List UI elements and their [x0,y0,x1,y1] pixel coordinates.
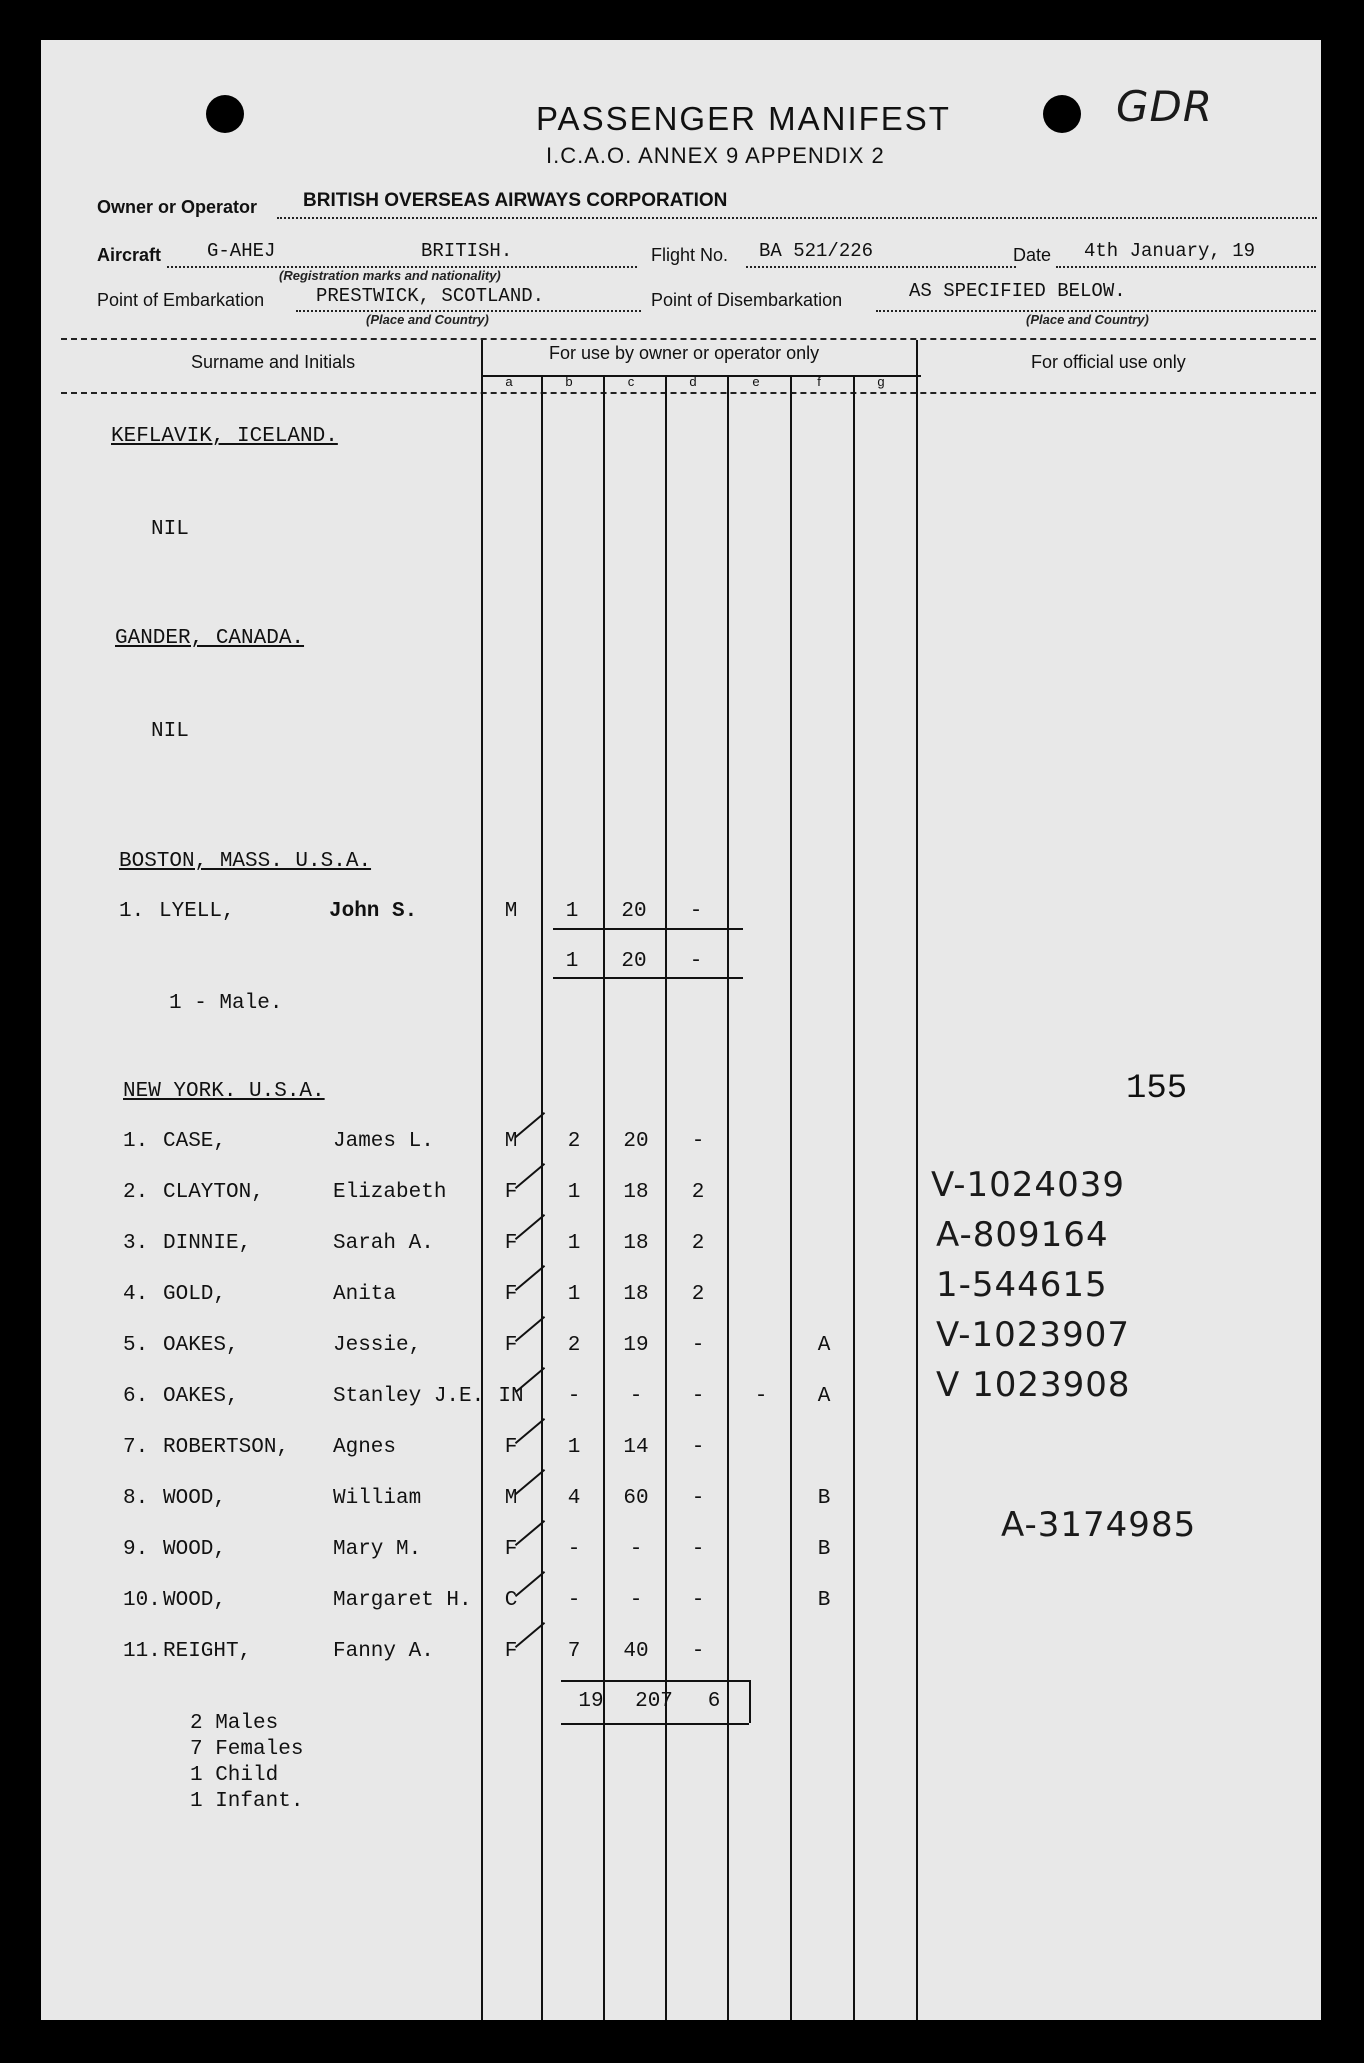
row-col-c: 18 [623,1232,649,1255]
newyork-total-line-bottom [561,1723,749,1725]
row-given-name: Mary M. [333,1538,422,1561]
row-given-name: William [333,1487,422,1510]
row-col-d: 2 [691,1283,705,1306]
newyork-total-line-top [561,1680,749,1682]
row-number: 3. [123,1232,149,1255]
row-col-b: 2 [567,1334,581,1357]
row-number: 1. [119,900,145,923]
registration-note: (Registration marks and nationality) [279,268,501,283]
disembark-label: Point of Disembarkation [651,290,843,310]
row-surname: REIGHT, [163,1640,252,1663]
row-col-d: 2 [691,1181,705,1204]
row-given-name: Margaret H. [333,1589,472,1612]
owner-value: BRITISH OVERSEAS AIRWAYS CORPORATION [303,190,728,211]
newyork-total-d: 6 [707,1690,721,1713]
nationality-value: BRITISH. [421,240,513,262]
punch-hole-right [1043,95,1081,133]
newyork-summary-child: 1 Child [190,1764,279,1787]
flight-line [746,266,1016,268]
row-col-c: - [629,1385,643,1408]
row-col-f: B [817,1589,831,1612]
row-surname: OAKES, [163,1385,239,1408]
row-col-a: F [504,1436,518,1459]
row-col-b: 1 [567,1283,581,1306]
col-letter-e: e [752,374,760,389]
official-note-2: A-809164 [936,1215,1109,1255]
section-boston-heading: BOSTON, MASS. U.S.A. [119,850,372,873]
row-col-a: F [504,1232,518,1255]
newyork-total-c: 207 [635,1690,673,1713]
row-surname: WOOD, [163,1538,227,1561]
embark-value: PRESTWICK, SCOTLAND. [316,285,545,307]
official-note-1: V-1024039 [931,1165,1125,1205]
row-given-name: Elizabeth [333,1181,447,1204]
row-col-a: M [504,1130,518,1153]
rule-a-left [481,340,483,2020]
boston-total-b: 1 [565,950,579,973]
row-given-name: Sarah A. [333,1232,434,1255]
section-newyork-heading: NEW YORK. U.S.A. [123,1080,325,1103]
col-letter-a: a [505,374,513,389]
row-col-a: F [504,1283,518,1306]
row-col-d: 2 [691,1232,705,1255]
row-number: 10. [123,1589,161,1612]
row-col-c: 14 [623,1436,649,1459]
row-col-b: 7 [567,1640,581,1663]
col-letter-c: c [627,374,635,389]
col-letter-b: b [565,374,573,389]
row-given-name: Stanley J.E. [333,1385,485,1408]
row-col-f: A [817,1385,831,1408]
row-col-d: - [689,900,703,923]
flight-value: BA 521/226 [759,240,874,262]
boston-total-line-bottom [553,977,743,979]
section-keflavik-heading: KEFLAVIK, ICELAND. [111,425,338,448]
row-col-a: M [504,1487,518,1510]
col-letter-d: d [689,374,697,389]
row-col-a: C [504,1589,518,1612]
row-given-name: Jessie, [333,1334,422,1357]
row-col-a: M [504,900,518,923]
surname-header: Surname and Initials [191,352,356,372]
section-keflavik-note: NIL [151,518,189,541]
newyork-total-right-rule [749,1680,751,1723]
row-col-d: - [691,1487,705,1510]
owner-line [277,217,1317,219]
row-col-a: F [504,1181,518,1204]
boston-total-c: 20 [621,950,647,973]
page-number: 155 [1126,1070,1188,1108]
row-col-f: B [817,1487,831,1510]
row-col-b: 2 [567,1130,581,1153]
rule-bc [603,375,605,2020]
official-note-3: 1-544615 [936,1265,1108,1305]
date-value: 4th January, 19 [1084,240,1256,262]
row-col-f: B [817,1538,831,1561]
aircraft-label: Aircraft [97,245,162,265]
manifest-title: PASSENGER MANIFEST [536,100,951,137]
row-given-name: Anita [333,1283,397,1306]
rule-fg [853,375,855,2020]
row-col-d: - [691,1640,705,1663]
row-col-b: - [567,1589,581,1612]
rule-cd [665,375,667,2020]
manifest-sheet [41,40,1321,2020]
row-col-c: 20 [621,900,647,923]
row-given-name: John S. [329,900,418,923]
rule-official [916,340,918,2020]
row-surname: CASE, [163,1130,227,1153]
row-col-f: A [817,1334,831,1357]
row-surname: LYELL, [159,900,235,923]
boston-summary: 1 - Male. [169,992,283,1015]
row-col-a: F [504,1640,518,1663]
row-col-d: - [691,1538,705,1561]
row-number: 7. [123,1436,149,1459]
table-top-line [61,338,1316,340]
row-col-b: - [567,1538,581,1561]
row-col-b: 1 [567,1232,581,1255]
row-col-a: F [504,1538,518,1561]
row-col-e: - [754,1385,768,1408]
punch-hole-left [206,95,244,133]
row-given-name: Fanny A. [333,1640,434,1663]
disembark-value: AS SPECIFIED BELOW. [909,280,1126,302]
row-number: 2. [123,1181,149,1204]
section-gander-note: NIL [151,720,189,743]
row-col-c: 40 [623,1640,649,1663]
row-col-c: 19 [623,1334,649,1357]
row-number: 1. [123,1130,149,1153]
row-surname: WOOD, [163,1487,227,1510]
row-number: 9. [123,1538,149,1561]
row-col-d: - [691,1589,705,1612]
row-col-a: F [504,1334,518,1357]
row-given-name: James L. [333,1130,434,1153]
row-col-b: - [567,1385,581,1408]
owner-label: Owner or Operator [97,197,258,217]
col-letter-g: g [877,374,885,389]
row-col-c: - [629,1538,643,1561]
row-col-c: 20 [623,1130,649,1153]
row-col-c: 18 [623,1181,649,1204]
row-col-d: - [691,1436,705,1459]
row-col-c: 60 [623,1487,649,1510]
row-number: 8. [123,1487,149,1510]
embark-note: (Place and Country) [366,312,489,327]
row-col-d: - [691,1334,705,1357]
row-surname: DINNIE, [163,1232,252,1255]
row-col-b: 4 [567,1487,581,1510]
newyork-summary-males: 2 Males [190,1712,279,1735]
row-surname: CLAYTON, [163,1181,264,1204]
boston-total-line-top [553,928,743,930]
aircraft-value: G-AHEJ [207,240,276,262]
flight-label: Flight No. [651,245,729,265]
row-given-name: Agnes [333,1436,397,1459]
newyork-total-b: 19 [578,1690,604,1713]
owner-use-header: For use by owner or operator only [549,343,820,363]
official-note-4: V-1023907 [936,1315,1130,1355]
table-header-bottom [61,392,1316,394]
row-col-d: - [691,1385,705,1408]
date-label: Date [1013,245,1052,265]
row-col-b: 1 [567,1181,581,1204]
row-col-c: - [629,1589,643,1612]
row-number: 5. [123,1334,149,1357]
row-col-b: 1 [567,1436,581,1459]
section-gander-heading: GANDER, CANADA. [115,627,305,650]
row-col-b: 1 [565,900,579,923]
official-note-6: A-3174985 [1001,1505,1197,1545]
row-surname: GOLD, [163,1283,227,1306]
row-col-a: IN [498,1385,524,1408]
rule-de [727,375,729,2020]
row-col-d: - [691,1130,705,1153]
manifest-subtitle: I.C.A.O. ANNEX 9 APPENDIX 2 [546,143,885,168]
embark-label: Point of Embarkation [97,290,265,310]
newyork-summary-infant: 1 Infant. [190,1790,304,1813]
corner-mark: GDR [1116,82,1214,131]
row-col-c: 18 [623,1283,649,1306]
row-surname: OAKES, [163,1334,239,1357]
row-number: 11. [123,1640,161,1663]
rule-ab [541,375,543,2020]
rule-ef [790,375,792,2020]
row-number: 4. [123,1283,149,1306]
date-line [1056,266,1316,268]
row-surname: WOOD, [163,1589,227,1612]
newyork-summary-females: 7 Females [190,1738,304,1761]
row-surname: ROBERTSON, [163,1436,290,1459]
row-number: 6. [123,1385,149,1408]
boston-total-d: - [689,950,703,973]
disembark-note: (Place and Country) [1026,312,1149,327]
col-letter-f: f [817,374,821,389]
official-use-header: For official use only [1031,352,1186,372]
official-note-5: V 1023908 [936,1365,1131,1405]
